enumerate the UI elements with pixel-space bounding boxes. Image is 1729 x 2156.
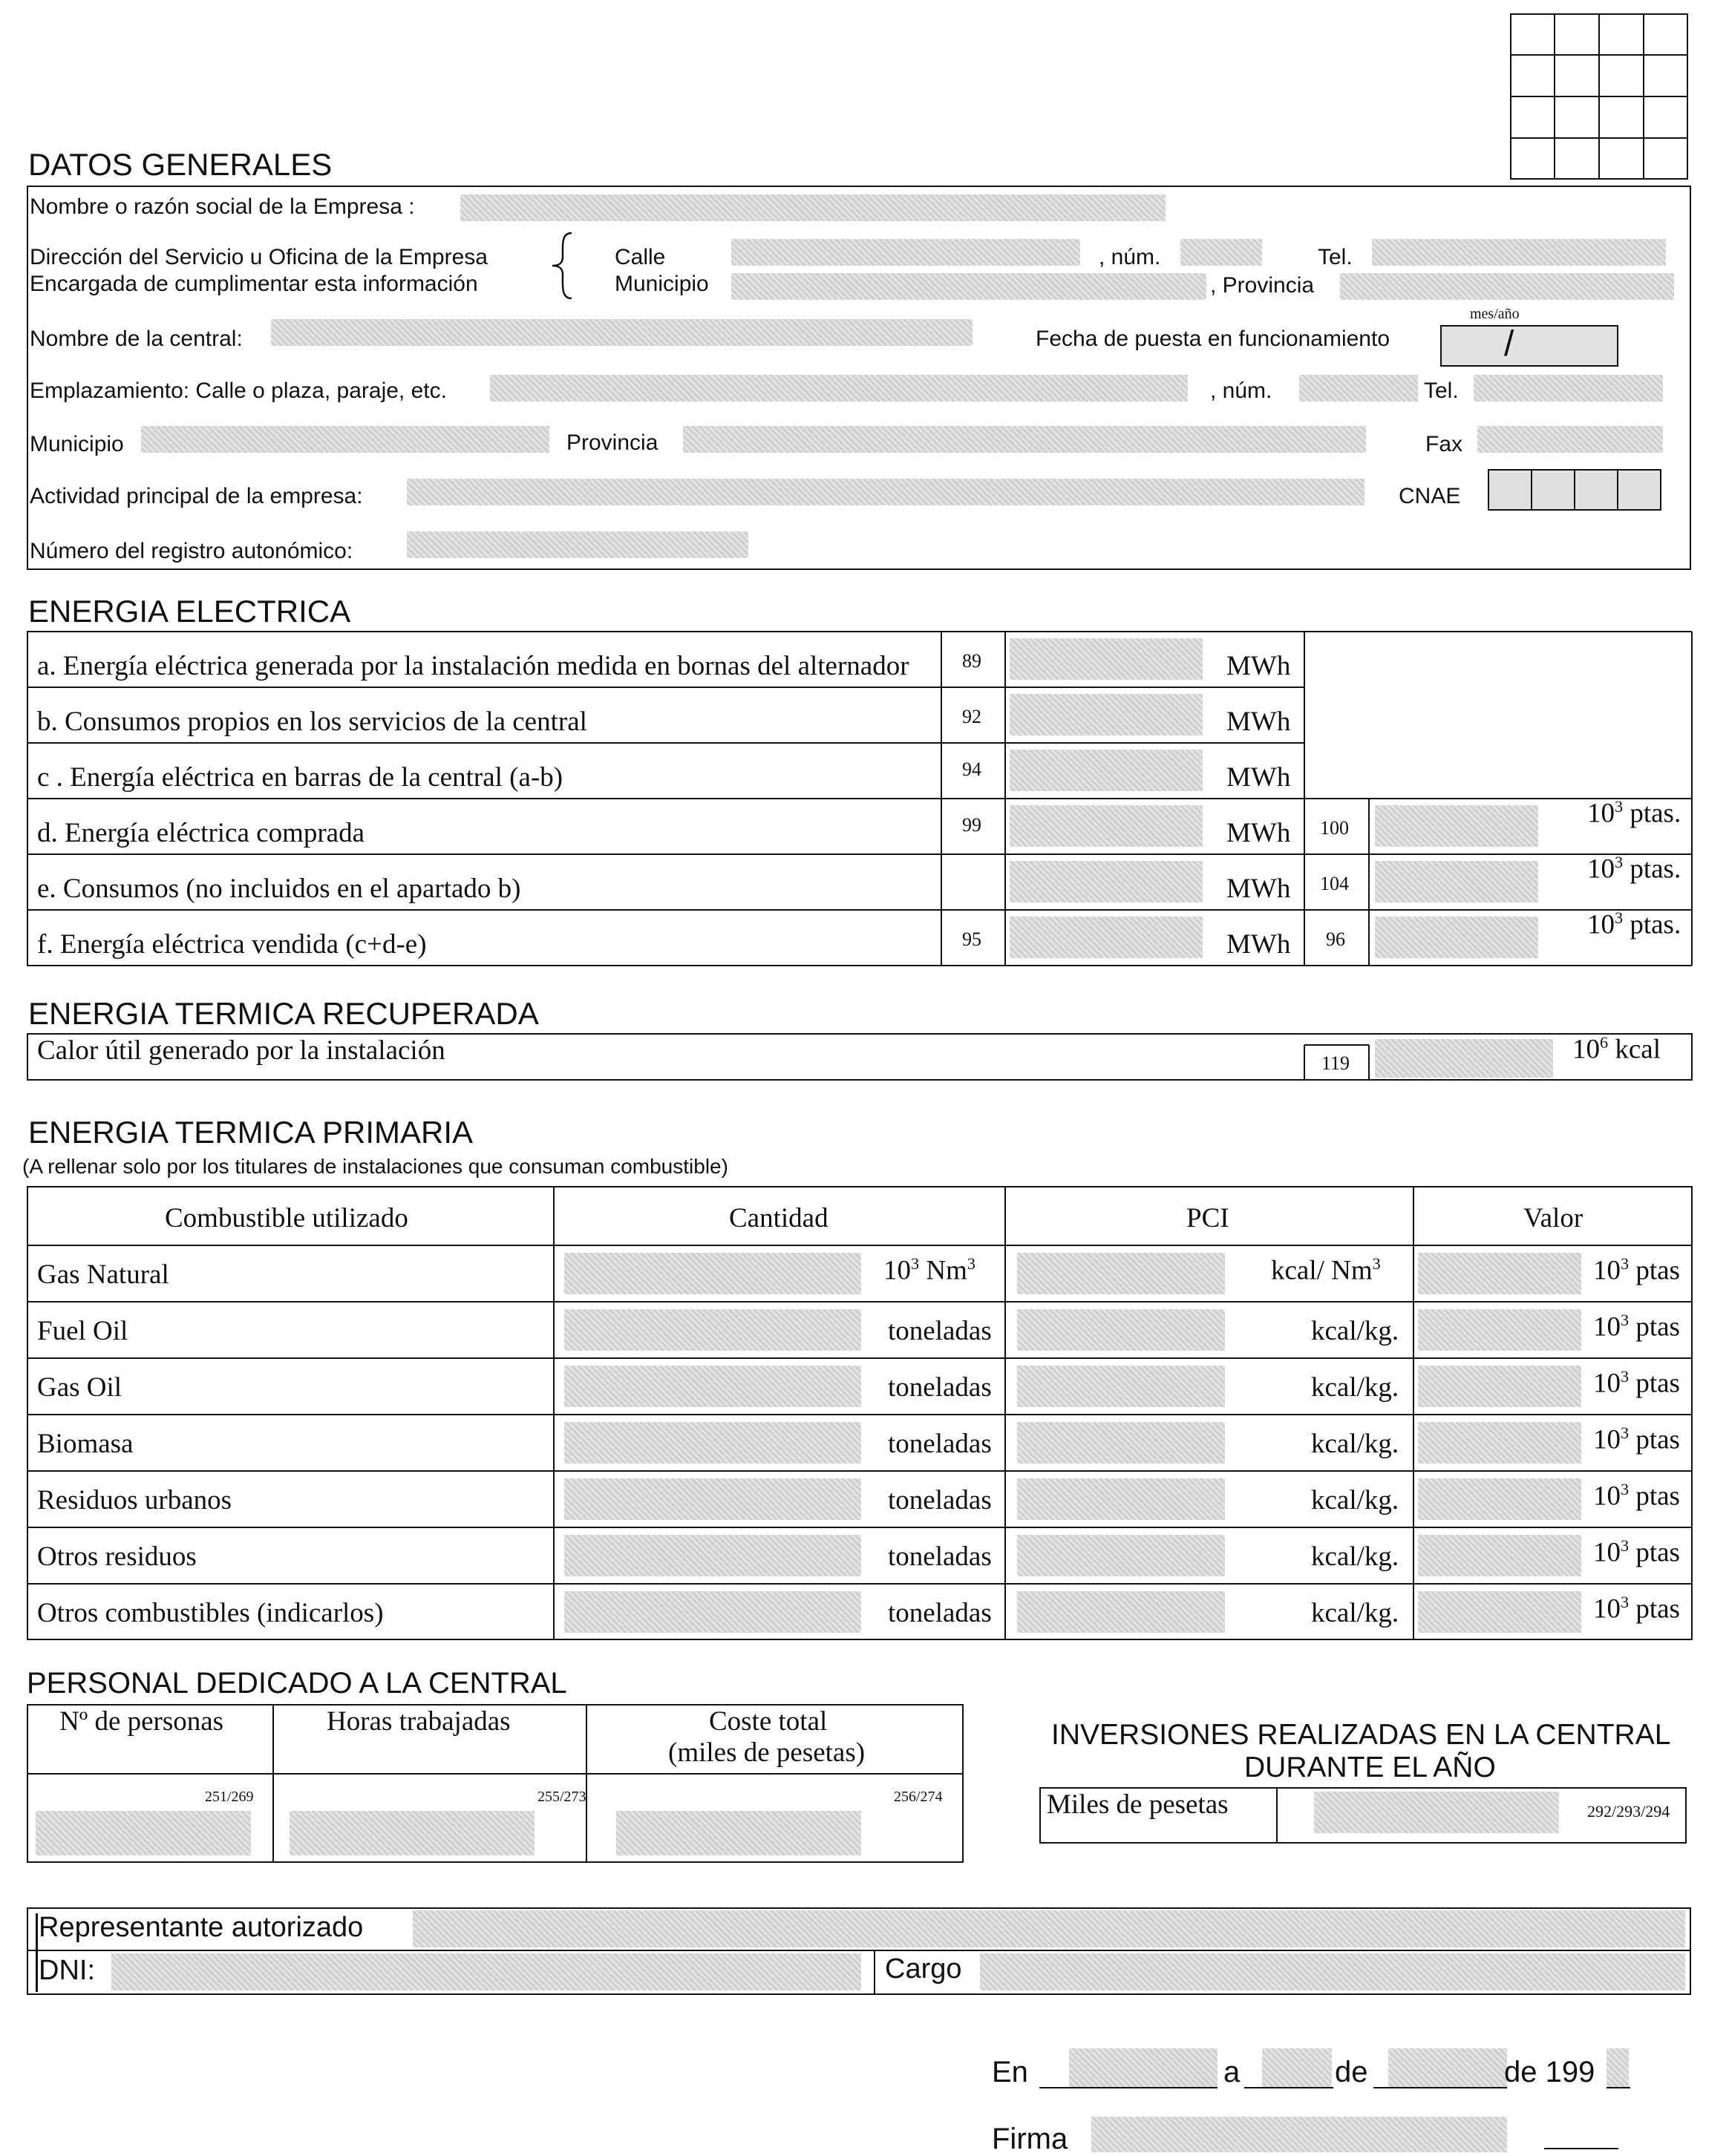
gas-natural-valor-unit: $10^3$ ptas	[1593, 1254, 1680, 1286]
office-use-grid	[1510, 13, 1688, 180]
fuel-oil-valor[interactable]	[1418, 1309, 1581, 1351]
fuel-oil-pci-unit: kcal/kg.	[1311, 1316, 1399, 1346]
datos-generales-title: DATOS GENERALES	[28, 147, 333, 182]
ee-row-f-value[interactable]	[1010, 917, 1203, 958]
representante-label: Representante autorizado	[39, 1912, 364, 1943]
dni-label: DNI:	[39, 1955, 95, 1986]
direccion-label-2: Encargada de cumplimentar esta información	[30, 272, 478, 296]
en-field[interactable]	[1069, 2048, 1218, 2087]
ee-row-c-value[interactable]	[1010, 750, 1203, 791]
gas-natural-cantidad-unit: $10^3$ Nm$^3$	[883, 1254, 975, 1286]
residuos-urbanos-cantidad[interactable]	[564, 1478, 861, 1520]
fuel-oil-cantidad-unit: toneladas	[888, 1316, 992, 1346]
fuel-otros-residuos: Otros residuos	[37, 1541, 197, 1572]
personal-horas-value[interactable]	[290, 1811, 535, 1855]
otros-combustibles-cantidad[interactable]	[564, 1591, 861, 1633]
fuel-residuos-urbanos: Residuos urbanos	[37, 1485, 232, 1516]
cnae-field[interactable]	[1488, 469, 1661, 511]
energia-electrica-title: ENERGIA ELECTRICA	[28, 594, 351, 629]
ee-row-f-code: 95	[962, 928, 981, 950]
dni-field[interactable]	[111, 1953, 861, 1990]
central-field[interactable]	[271, 319, 973, 346]
central-label: Nombre de la central:	[30, 327, 243, 351]
direccion-label-1: Dirección del Servicio u Oficina de la Empresa	[30, 245, 488, 269]
representante-field[interactable]	[413, 1910, 1685, 1947]
otros-combustibles-cantidad-unit: toneladas	[888, 1598, 992, 1628]
firma-field[interactable]	[1091, 2117, 1507, 2152]
ee-row-b-unit: MWh	[1226, 707, 1291, 737]
emp-municipio-label: Municipio	[30, 432, 124, 456]
ee-row-c-label: c . Energía eléctrica en barras de la central (a-b)	[37, 762, 563, 793]
ee-row-d-label: d. Energía eléctrica comprada	[37, 818, 365, 848]
fuel-gas-natural: Gas Natural	[37, 1259, 169, 1290]
municipio-label: Municipio	[615, 272, 709, 296]
calor-util-unit: $10^6$ kcal	[1572, 1033, 1661, 1065]
year-line	[1607, 2087, 1630, 2088]
a-line	[1244, 2087, 1333, 2088]
num-field[interactable]	[1180, 239, 1262, 266]
fecha-label: Fecha de puesta en funcionamiento	[1036, 327, 1390, 351]
de2-label: de 199	[1504, 2056, 1595, 2088]
ee-row-d-value2[interactable]	[1375, 805, 1538, 847]
empresa-label: Nombre o razón social de la Empresa :	[30, 194, 415, 219]
cargo-label: Cargo	[885, 1953, 962, 1985]
biomasa-cantidad-unit: toneladas	[888, 1429, 992, 1459]
calor-util-code: 119	[1321, 1052, 1350, 1074]
tel-field[interactable]	[1372, 239, 1666, 266]
gas-oil-pci-unit: kcal/kg.	[1311, 1372, 1399, 1403]
gas-oil-cantidad[interactable]	[564, 1366, 861, 1407]
ee-row-d-code2: 100	[1320, 817, 1349, 839]
cnae-label: CNAE	[1399, 484, 1461, 508]
fuel-oil-valor-unit: $10^3$ ptas	[1593, 1311, 1680, 1343]
gas-natural-cantidad[interactable]	[564, 1253, 861, 1294]
de1-field[interactable]	[1388, 2048, 1507, 2087]
ee-row-f-unit: MWh	[1226, 929, 1291, 960]
emplazamiento-label: Emplazamiento: Calle o plaza, paraje, etc.	[30, 379, 447, 403]
ee-row-b-code: 92	[962, 706, 981, 727]
calle-field[interactable]	[731, 239, 1080, 266]
calor-util-label: Calor útil generado por la instalación	[37, 1035, 445, 1066]
registro-label: Número del registro autonómico:	[30, 539, 353, 563]
ee-row-a-value[interactable]	[1010, 638, 1203, 680]
termica-recuperada-title: ENERGIA TERMICA RECUPERADA	[28, 996, 539, 1031]
header-combustible: Combustible utilizado	[165, 1203, 408, 1233]
ee-row-a-code: 89	[962, 650, 981, 672]
header-valor: Valor	[1523, 1203, 1583, 1233]
en-line	[1039, 2087, 1218, 2088]
otros-residuos-valor[interactable]	[1418, 1535, 1581, 1576]
otros-residuos-cantidad[interactable]	[564, 1535, 861, 1576]
personal-header-coste: Coste total	[709, 1706, 828, 1737]
personal-header-personas: Nº de personas	[59, 1706, 224, 1737]
inversiones-title-2: DURANTE EL AÑO	[1244, 1752, 1496, 1783]
fuel-oil-pci[interactable]	[1017, 1309, 1225, 1351]
ee-row-d-value[interactable]	[1010, 805, 1203, 847]
ee-row-e-unit2: $10^3$ ptas.	[1587, 853, 1681, 885]
grid-svg	[1510, 13, 1688, 180]
gas-oil-cantidad-unit: toneladas	[888, 1372, 992, 1403]
firma-line	[1544, 2148, 1618, 2149]
ee-row-f-label: f. Energía eléctrica vendida (c+d-e)	[37, 929, 427, 960]
personal-header-horas: Horas trabajadas	[327, 1706, 511, 1737]
gas-oil-valor[interactable]	[1418, 1366, 1581, 1407]
ee-row-e-unit: MWh	[1226, 874, 1291, 904]
gas-natural-valor[interactable]	[1418, 1253, 1581, 1294]
otros-residuos-cantidad-unit: toneladas	[888, 1541, 992, 1572]
personal-title: PERSONAL DEDICADO A LA CENTRAL	[27, 1667, 567, 1700]
firma-label: Firma	[992, 2123, 1068, 2155]
personal-header-coste-sub: (miles de pesetas)	[668, 1737, 866, 1768]
fecha-field[interactable]	[1440, 325, 1618, 367]
calor-util-value[interactable]	[1375, 1039, 1553, 1078]
residuos-urbanos-pci-unit: kcal/kg.	[1311, 1485, 1399, 1516]
inversiones-value[interactable]	[1314, 1792, 1559, 1833]
tel-label: Tel.	[1318, 245, 1353, 269]
ee-row-d-unit2: $10^3$ ptas.	[1587, 797, 1681, 829]
emp-num-label: , núm.	[1210, 379, 1272, 403]
residuos-urbanos-cantidad-unit: toneladas	[888, 1485, 992, 1516]
residuos-urbanos-valor[interactable]	[1418, 1478, 1581, 1520]
emp-tel-label: Tel.	[1424, 379, 1459, 403]
gas-natural-pci[interactable]	[1017, 1253, 1225, 1294]
otros-combustibles-pci-unit: kcal/kg.	[1311, 1598, 1399, 1628]
provincia-label: , Provincia	[1210, 273, 1315, 298]
biomasa-pci[interactable]	[1017, 1422, 1225, 1464]
fuel-biomasa: Biomasa	[37, 1429, 134, 1459]
empresa-field[interactable]	[460, 194, 1166, 221]
ee-row-f-code2: 96	[1326, 928, 1345, 950]
emp-provincia-field[interactable]	[683, 426, 1366, 453]
ee-row-a-unit: MWh	[1226, 651, 1291, 681]
ee-row-c-code: 94	[962, 758, 981, 780]
gas-oil-valor-unit: $10^3$ ptas	[1593, 1367, 1680, 1399]
fuel-oil-cantidad[interactable]	[564, 1309, 861, 1351]
inversiones-label: Miles de pesetas	[1047, 1789, 1229, 1820]
fuel-fuel-oil: Fuel Oil	[37, 1316, 128, 1346]
ee-row-e-code2: 104	[1320, 873, 1349, 894]
biomasa-valor-unit: $10^3$ ptas	[1593, 1423, 1680, 1455]
otros-combustibles-valor[interactable]	[1418, 1591, 1581, 1633]
ee-row-c-unit: MWh	[1226, 762, 1291, 793]
emp-provincia-label: Provincia	[566, 430, 658, 455]
ee-row-d-unit: MWh	[1226, 818, 1291, 848]
mes-ano-label: mes/año	[1470, 306, 1520, 322]
a-label: a	[1223, 2056, 1241, 2088]
gas-natural-pci-unit: kcal/ Nm$^3$	[1271, 1254, 1381, 1286]
provincia-field[interactable]	[1340, 273, 1674, 300]
emp-num-field[interactable]	[1299, 375, 1418, 402]
ee-row-d-code: 99	[962, 814, 981, 836]
ee-row-a-label: a. Energía eléctrica generada por la instalación medida en bornas del alternador	[37, 651, 909, 681]
emp-municipio-field[interactable]	[141, 426, 549, 453]
personal-code-2: 255/273	[537, 1789, 586, 1805]
actividad-label: Actividad principal de la empresa:	[30, 484, 363, 508]
actividad-field[interactable]	[407, 479, 1364, 505]
registro-field[interactable]	[407, 531, 748, 558]
biomasa-cantidad[interactable]	[564, 1422, 861, 1464]
fuel-otros-combustibles: Otros combustibles (indicarlos)	[37, 1598, 384, 1628]
personal-code-1: 251/269	[205, 1789, 254, 1805]
termica-primaria-subtitle: (A rellenar solo por los titulares de instalaciones que consuman combustible)	[22, 1155, 728, 1178]
residuos-urbanos-pci[interactable]	[1017, 1478, 1225, 1520]
ee-row-e-value[interactable]	[1010, 861, 1203, 902]
emp-tel-field[interactable]	[1474, 375, 1663, 402]
ee-row-e-value2[interactable]	[1375, 861, 1538, 902]
biomasa-valor[interactable]	[1418, 1422, 1581, 1464]
otros-combustibles-pci[interactable]	[1017, 1591, 1225, 1633]
calle-label: Calle	[615, 245, 666, 269]
inversiones-code: 292/293/294	[1587, 1802, 1670, 1821]
otros-residuos-pci[interactable]	[1017, 1535, 1225, 1576]
ee-row-b-label: b. Consumos propios en los servicios de la central	[37, 707, 587, 737]
de1-line	[1373, 2087, 1507, 2088]
biomasa-pci-unit: kcal/kg.	[1311, 1429, 1399, 1459]
personal-personas-value[interactable]	[36, 1811, 251, 1855]
ee-row-b-value[interactable]	[1010, 694, 1203, 735]
year-field[interactable]	[1607, 2048, 1629, 2087]
otros-combustibles-valor-unit: $10^3$ ptas	[1593, 1593, 1680, 1625]
fecha-slash: /	[1504, 324, 1514, 364]
de1-label: de	[1335, 2056, 1368, 2088]
fax-field[interactable]	[1477, 426, 1663, 453]
header-pci: PCI	[1186, 1203, 1229, 1233]
otros-residuos-pci-unit: kcal/kg.	[1311, 1541, 1399, 1572]
fuel-gas-oil: Gas Oil	[37, 1372, 122, 1403]
brace-icon	[548, 230, 578, 301]
personal-code-3: 256/274	[894, 1789, 943, 1805]
termica-primaria-title: ENERGIA TERMICA PRIMARIA	[28, 1115, 474, 1150]
ee-row-f-value2[interactable]	[1375, 917, 1538, 958]
num-label: , núm.	[1099, 245, 1161, 269]
gas-oil-pci[interactable]	[1017, 1366, 1225, 1407]
residuos-urbanos-valor-unit: $10^3$ ptas	[1593, 1480, 1680, 1512]
header-cantidad: Cantidad	[729, 1203, 828, 1233]
fax-label: Fax	[1425, 432, 1463, 456]
ee-row-e-label: e. Consumos (no incluidos en el apartado b)	[37, 874, 521, 904]
inversiones-title-1: INVERSIONES REALIZADAS EN LA CENTRAL	[1051, 1719, 1671, 1751]
personal-coste-value[interactable]	[616, 1811, 861, 1855]
emplazamiento-field[interactable]	[490, 375, 1188, 402]
representante-left-rule	[36, 1913, 38, 1992]
cnae-boxes	[1488, 469, 1661, 511]
municipio-field[interactable]	[731, 273, 1206, 300]
ee-row-f-unit2: $10^3$ ptas.	[1587, 908, 1681, 940]
cargo-field[interactable]	[980, 1953, 1685, 1990]
a-field[interactable]	[1262, 2048, 1332, 2087]
en-label: En	[992, 2056, 1028, 2088]
otros-residuos-valor-unit: $10^3$ ptas	[1593, 1536, 1680, 1568]
